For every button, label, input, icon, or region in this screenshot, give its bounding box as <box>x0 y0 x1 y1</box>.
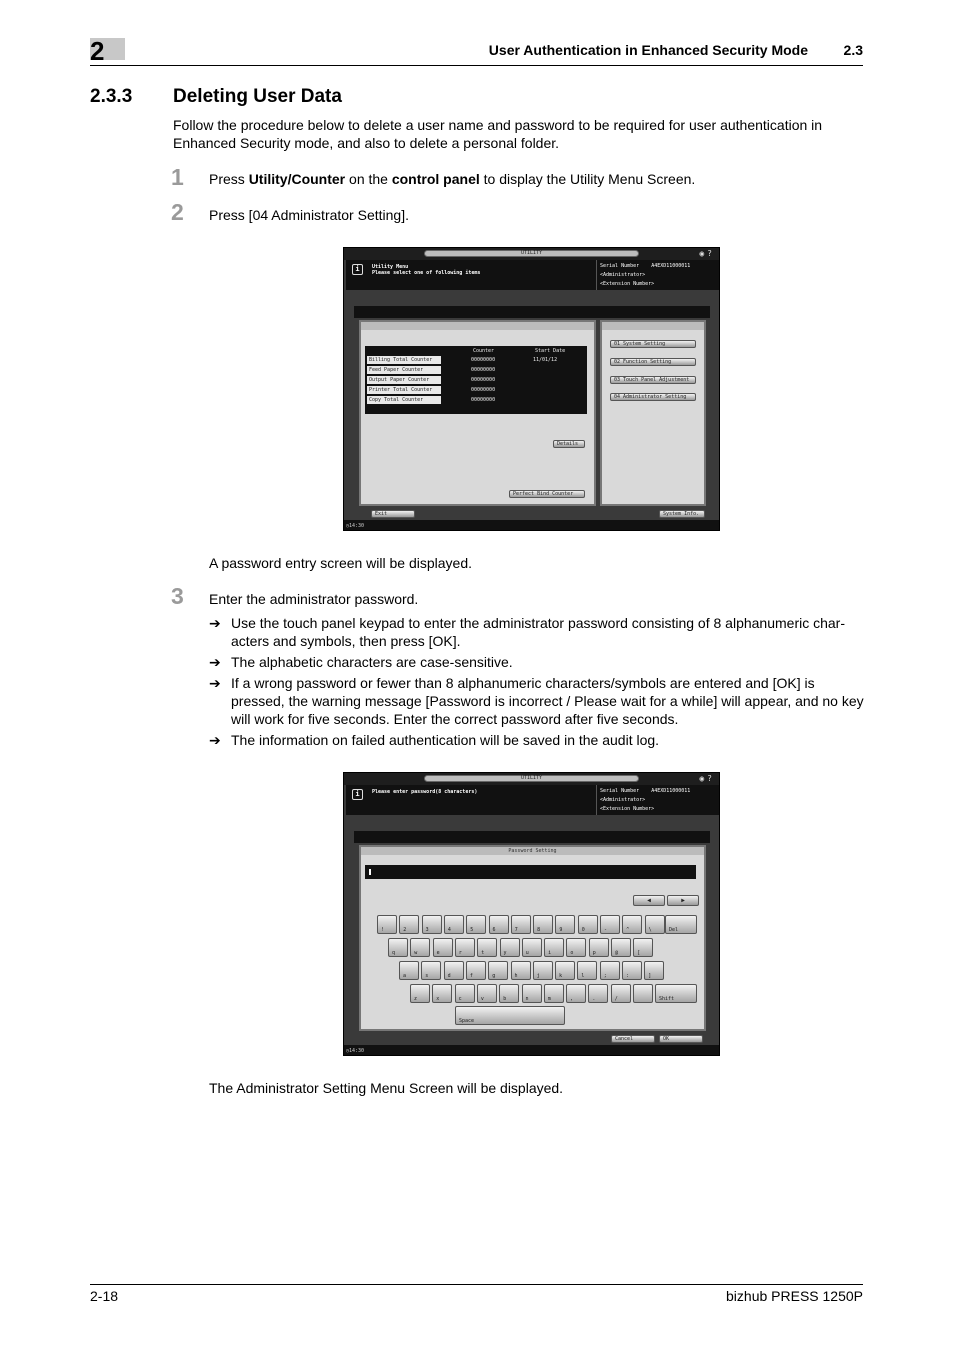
keyboard-key[interactable]: t <box>477 938 497 957</box>
message-area <box>346 785 596 815</box>
keyboard-key[interactable]: 5 <box>466 915 486 934</box>
chapter-number: 2 <box>90 36 105 66</box>
product-name: bizhub PRESS 1250P <box>726 1288 863 1304</box>
counter-panel <box>359 320 596 506</box>
keyboard-key[interactable]: 6 <box>489 915 509 934</box>
footer-rule <box>90 1284 863 1285</box>
keyboard-key[interactable]: o <box>566 938 586 957</box>
keyboard-key[interactable]: x <box>432 984 452 1003</box>
keyboard-key[interactable]: g <box>488 961 508 980</box>
administrator-setting-button[interactable]: 04 Administrator Setting <box>610 393 696 401</box>
gear-icon: ◉ <box>699 249 708 258</box>
keyboard-key[interactable]: \ <box>645 915 665 934</box>
keyboard-key[interactable]: f <box>466 961 486 980</box>
bullet-item: ➔ The information on failed authentication will be saved in the audit log. <box>209 732 660 748</box>
keyboard-key[interactable]: 3 <box>422 915 442 934</box>
system-info-button[interactable]: System Info. <box>659 510 705 518</box>
system-setting-button[interactable]: 01 System Setting <box>610 340 696 348</box>
keyboard-key[interactable]: r <box>455 938 475 957</box>
bullet-item: ➔ The alphabetic characters are case-sensitive. <box>209 654 513 670</box>
keyboard-key[interactable]: h <box>511 961 531 980</box>
screen-title: UTILITY <box>424 250 639 257</box>
device-info: Serial Number A4EXD11000011 <Administrator> <Extension Number> <box>596 785 720 815</box>
keyboard-key[interactable]: m <box>544 984 564 1003</box>
keyboard-key[interactable]: . <box>588 984 608 1003</box>
keyboard-key[interactable]: 4 <box>444 915 464 934</box>
function-setting-button[interactable]: 02 Function Setting <box>610 358 696 366</box>
step-bullets <box>209 614 864 752</box>
arrow-icon: ➔ <box>209 675 221 691</box>
keyboard-key[interactable]: 2 <box>399 915 419 934</box>
keyboard-key[interactable]: @ <box>611 938 631 957</box>
keyboard-key[interactable] <box>633 984 653 1003</box>
utility-menu-screenshot <box>343 247 720 531</box>
section-title: Deleting User Data <box>173 86 342 107</box>
perfect-bind-counter-button[interactable]: Perfect Bind Counter <box>509 490 585 498</box>
device-info: Serial Number A4EXD11000011 <Administrator> <Extension Number> <box>596 260 720 290</box>
keyboard-key[interactable]: b <box>499 984 519 1003</box>
keyboard-key[interactable]: l <box>577 961 597 980</box>
keyboard-key[interactable]: 7 <box>511 915 531 934</box>
keyboard-key[interactable]: j <box>533 961 553 980</box>
keyboard-key[interactable]: y <box>500 938 520 957</box>
table-row: Printer Total Counter 00000000 <box>369 387 496 393</box>
keyboard-key[interactable]: [ <box>633 938 653 957</box>
help-icon: ? <box>707 249 715 258</box>
message-text: Please enter password(8 characters) <box>372 789 478 795</box>
keyboard-key[interactable]: u <box>522 938 542 957</box>
exit-button[interactable]: Exit <box>371 510 415 518</box>
keyboard-key[interactable]: n <box>522 984 542 1003</box>
menu-panel <box>600 320 706 506</box>
keyboard-key[interactable]: k <box>555 961 575 980</box>
section-number: 2.3.3 <box>90 86 133 107</box>
gear-icon: ◉ <box>699 774 708 783</box>
page-number: 2-18 <box>90 1288 119 1304</box>
keyboard-key[interactable]: ! <box>377 915 397 934</box>
keyboard-key[interactable]: i <box>544 938 564 957</box>
message-area <box>346 260 596 290</box>
help-icons <box>699 249 715 258</box>
keyboard-key[interactable]: : <box>622 961 642 980</box>
keyboard-key[interactable]: e <box>433 938 453 957</box>
cancel-button[interactable]: Cancel <box>611 1035 655 1043</box>
cursor-left-button[interactable]: ◀ <box>633 895 665 906</box>
keyboard-key[interactable]: 0 <box>578 915 598 934</box>
space-key[interactable]: Space <box>455 1006 565 1025</box>
keyboard-key[interactable]: ] <box>644 961 664 980</box>
step-number: 1 <box>171 164 184 190</box>
step-number: 3 <box>171 583 184 609</box>
step-text: Enter the administrator password. <box>209 591 419 607</box>
step-text: Press Utility/Counter on the control panel to display the Utility Menu Screen. <box>209 171 696 187</box>
clock: ◷14:30 <box>346 523 365 529</box>
keyboard-key[interactable]: c <box>455 984 475 1003</box>
keyboard-key[interactable]: p <box>589 938 609 957</box>
info-icon: i <box>352 789 363 800</box>
clock: ◷14:30 <box>346 1048 365 1054</box>
header-rule <box>90 65 863 66</box>
panel-title: Password Setting <box>361 847 704 855</box>
keyboard-key[interactable]: - <box>600 915 620 934</box>
table-row: Output Paper Counter 00000000 <box>369 377 496 383</box>
step-result: A password entry screen will be displayed. <box>209 555 473 571</box>
bullet-item: ➔ If a wrong password or fewer than 8 alphanumeric characters/symbols are entered and [OK] is pressed, the warning message [Password is incorrect / Please wait for a while] will appear, and no key will work for five seconds. Enter the correct password after five seconds. <box>209 675 864 727</box>
keyboard-key[interactable]: ; <box>600 961 620 980</box>
title-bar <box>344 248 719 260</box>
bullet-item: ➔ Use the touch panel keypad to enter the administrator password consisting of 8 alphanumeric char-acters and symbols, then press [OK]. <box>209 615 846 649</box>
delete-key[interactable]: Del <box>665 915 697 934</box>
running-header-section: 2.3 <box>843 42 863 58</box>
help-icon: ? <box>707 774 715 783</box>
intro-paragraph: Follow the procedure below to delete a user name and password to be required for user authentication in Enhanced Security mode, and also to delete a personal folder. <box>173 117 823 151</box>
shift-key[interactable]: Shift <box>655 984 697 1003</box>
table-row: Billing Total Counter 00000000 11/01/12 <box>369 357 558 363</box>
table-row: Feed Paper Counter 00000000 <box>369 367 496 373</box>
keyboard-key[interactable]: z <box>410 984 430 1003</box>
arrow-icon: ➔ <box>209 732 221 748</box>
screen-title: UTILITY <box>424 775 639 782</box>
step-number: 2 <box>171 199 184 225</box>
keyboard-key[interactable]: ^ <box>622 915 642 934</box>
keyboard-key[interactable]: q <box>388 938 408 957</box>
touch-panel-adjustment-button[interactable]: 03 Touch Panel Adjustment <box>610 376 696 384</box>
counter-table: Counter Start Date Billing Total Counter 00000000 11/01/12 Feed Paper Counter 00000000 Output Paper Counter 00000000 Printer Total Counter 00000000 Copy Total Counter 00000000 <box>365 346 587 414</box>
title-bar <box>344 773 719 785</box>
ok-button[interactable]: OK <box>659 1035 703 1043</box>
keyboard-key[interactable]: 9 <box>555 915 575 934</box>
tab-bar <box>354 306 710 318</box>
arrow-icon: ➔ <box>209 654 221 670</box>
arrow-icon: ➔ <box>209 615 221 631</box>
cursor-right-button[interactable]: ▶ <box>667 895 699 906</box>
step-result: The Administrator Setting Menu Screen will be displayed. <box>209 1080 564 1096</box>
keyboard-key[interactable]: d <box>444 961 464 980</box>
password-input[interactable] <box>365 865 696 879</box>
help-icons <box>699 774 715 783</box>
tab-bar <box>354 831 710 843</box>
keyboard-key[interactable]: 8 <box>533 915 553 934</box>
password-entry-screenshot <box>343 772 720 1056</box>
step-text: Press [04 Administrator Setting]. <box>209 207 409 223</box>
keyboard-key[interactable]: w <box>410 938 430 957</box>
table-row: Copy Total Counter 00000000 <box>369 397 496 403</box>
keyboard-key[interactable]: s <box>421 961 441 980</box>
details-button[interactable]: Details <box>553 440 585 448</box>
keyboard-key[interactable]: / <box>611 984 631 1003</box>
keyboard-key[interactable]: a <box>399 961 419 980</box>
password-panel <box>359 845 706 1031</box>
keyboard-key[interactable]: , <box>566 984 586 1003</box>
keyboard-key[interactable]: v <box>477 984 497 1003</box>
info-icon: i <box>352 264 363 275</box>
running-header-title: User Authentication in Enhanced Security Mode <box>488 42 808 58</box>
message-text: Utility Menu Please select one of following items <box>372 264 481 276</box>
